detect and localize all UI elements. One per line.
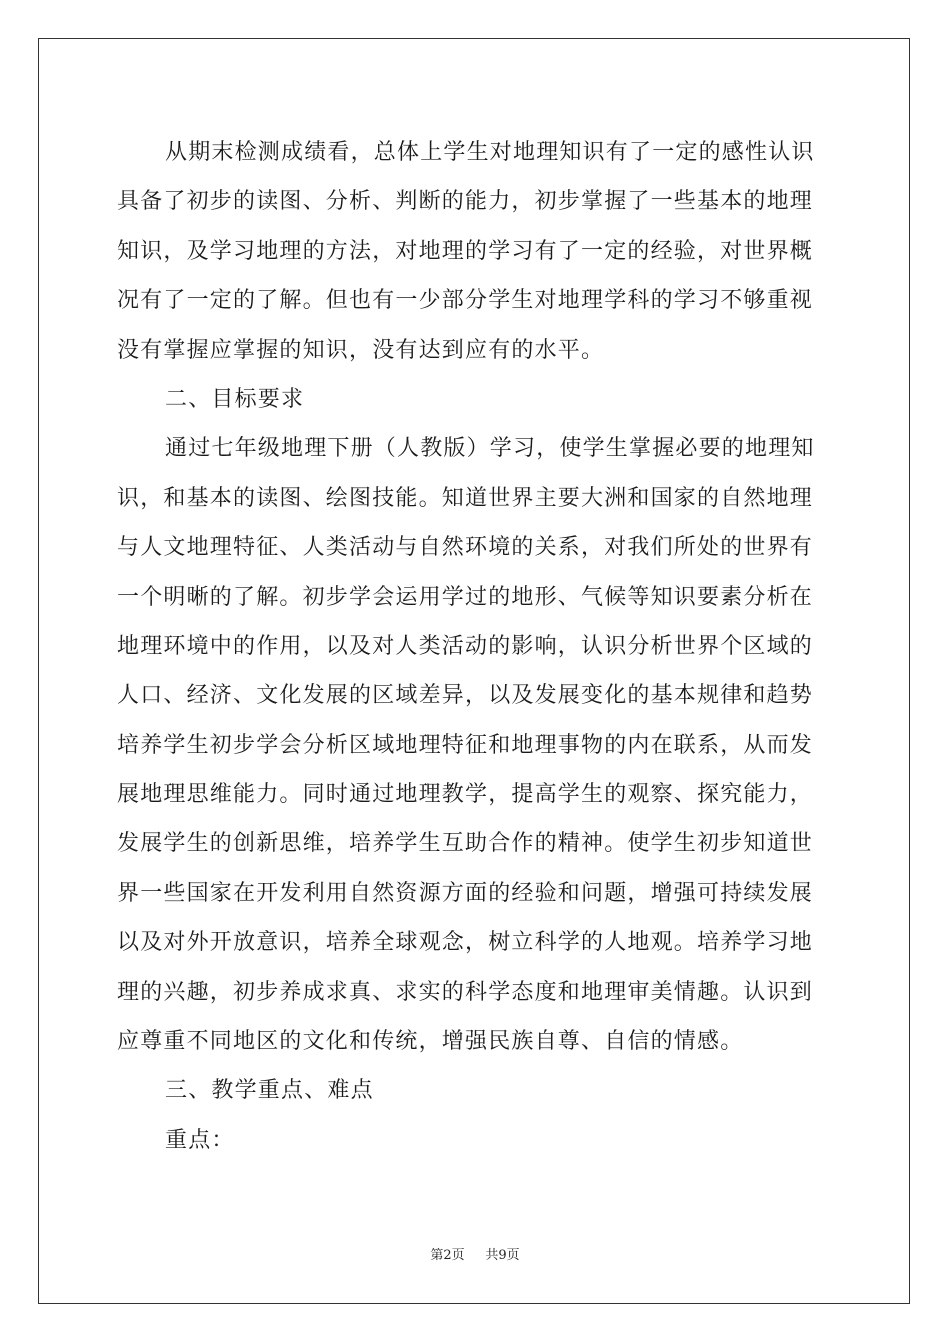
text-line: 况有了一定的了解。但也有一少部分学生对地理学科的学习不够重视 <box>117 288 814 314</box>
text-line: 理的兴趣，初步养成求真、求实的科学态度和地理审美情趣。认识到 <box>117 979 814 1005</box>
text-line: 界一些国家在开发利用自然资源方面的经验和问题，增强可持续发展 <box>117 880 814 906</box>
text-line: 与人文地理特征、人类活动与自然环境的关系，对我们所处的世界有 <box>117 535 814 561</box>
text-line: 没有掌握应掌握的知识，没有达到应有的水平。 <box>117 337 605 363</box>
text-line: 以及对外开放意识，培养全球观念，树立科学的人地观。培养学习地 <box>117 930 814 956</box>
text-line: 识，和基本的读图、绘图技能。知道世界主要大洲和国家的自然地理 <box>117 485 814 511</box>
text-line: 地理环境中的作用，以及对人类活动的影响，认识分析世界个区域的 <box>117 633 814 659</box>
text-line: 知识，及学习地理的方法，对地理的学习有了一定的经验，对世界概 <box>117 238 814 264</box>
text-line: 从期末检测成绩看，总体上学生对地理知识有了一定的感性认识 <box>165 140 815 165</box>
document-body <box>117 128 837 1165</box>
text-line: 一个明晰的了解。初步学会运用学过的地形、气候等知识要素分析在 <box>117 584 814 610</box>
text-line: 应尊重不同地区的文化和传统，增强民族自尊、自信的情感。 <box>117 1029 744 1055</box>
text-line: 培养学生初步学会分析区域地理特征和地理事物的内在联系，从而发 <box>117 732 814 758</box>
subheading-focus: 重点： <box>165 1127 235 1153</box>
text-line: 展地理思维能力。同时通过地理教学，提高学生的观察、探究能力， <box>117 782 814 808</box>
text-line: 具备了初步的读图、分析、判断的能力，初步掌握了一些基本的地理 <box>117 189 814 215</box>
page-total: 共9页 <box>485 1248 520 1263</box>
section-heading-key-points: 三、教学重点、难点 <box>165 1078 374 1104</box>
text-line: 发展学生的创新思维，培养学生互助合作的精神。使学生初步知道世 <box>117 831 814 857</box>
text-line: 通过七年级地理下册（人教版）学习，使学生掌握必要的地理知 <box>165 436 815 462</box>
section-heading-goals: 二、目标要求 <box>165 386 305 412</box>
text-line: 人口、经济、文化发展的区域差异，以及发展变化的基本规律和趋势 <box>117 683 814 709</box>
page-number: 第2页 <box>430 1248 465 1263</box>
page-footer <box>0 1244 950 1263</box>
